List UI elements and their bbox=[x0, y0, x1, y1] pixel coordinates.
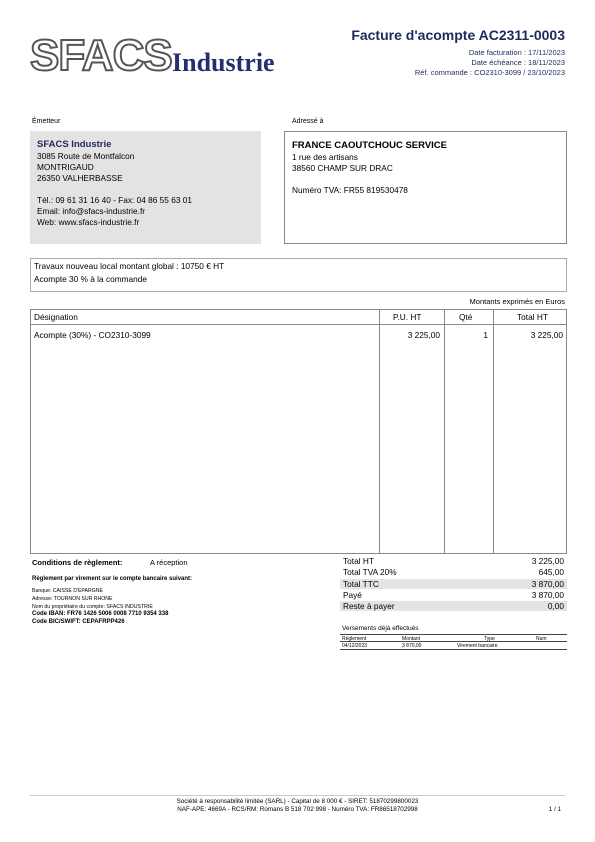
recipient-address-line: 38560 CHAMP SUR DRAC bbox=[292, 163, 393, 173]
payments-header-amount: Montant bbox=[402, 636, 421, 642]
order-reference: Réf. commande : CO2310-3099 / 23/10/2023 bbox=[414, 68, 565, 77]
total-row bbox=[340, 601, 567, 612]
sender-address-line: MONTRIGAUD bbox=[37, 162, 94, 172]
footer-legal-line: NAF-APE: 4669A - RCS/RM: Romans B 518 702 998 - Numéro TVA: FR86518702998 bbox=[177, 806, 418, 813]
recipient-label: Adressé à bbox=[292, 118, 324, 125]
company-logo bbox=[30, 31, 290, 82]
recipient-name: FRANCE CAOUTCHOUC SERVICE bbox=[292, 140, 448, 151]
notes-line: Travaux nouveau local montant global : 10750 € HT bbox=[34, 261, 225, 271]
recipient-address-line: 1 rue des artisans bbox=[292, 152, 358, 162]
payments-made-title: Versements déjà effectués bbox=[342, 625, 419, 632]
total-row bbox=[340, 590, 567, 601]
payment-type: Virement bancaire bbox=[457, 643, 498, 649]
notes-line: Acompte 30 % à la commande bbox=[34, 274, 147, 284]
item-designation: Acompte (30%) - CO2310-3099 bbox=[34, 330, 151, 340]
payment-conditions-label: Conditions de règlement: bbox=[32, 558, 123, 567]
total-row bbox=[340, 579, 567, 590]
sender-label: Émetteur bbox=[32, 118, 61, 125]
bank-transfer-title: Règlement par virement sur le compte bancaire suivant: bbox=[32, 576, 193, 582]
total-value: 3 225,00 bbox=[531, 556, 564, 566]
bic-code: Code BIC/SWIFT: CEPAFRPP426 bbox=[32, 619, 125, 625]
column-divider bbox=[493, 310, 494, 553]
iban-code: Code IBAN: FR76 1426 5006 0008 7710 9354 338 bbox=[32, 611, 169, 617]
column-divider bbox=[379, 310, 380, 553]
due-date: Date échéance : 18/11/2023 bbox=[471, 58, 565, 67]
total-label: Total TTC bbox=[343, 578, 379, 589]
payments-header-date: Règlement bbox=[342, 636, 367, 642]
total-label: Payé bbox=[343, 589, 362, 600]
payment-date: 04/12/2023 bbox=[342, 643, 368, 649]
recipient-block bbox=[284, 131, 567, 244]
total-row bbox=[340, 556, 567, 567]
sender-block bbox=[30, 131, 261, 244]
total-label: Total TVA 20% bbox=[343, 567, 397, 578]
payments-header-num: Num bbox=[536, 636, 547, 642]
payments-header-type: Type bbox=[484, 636, 495, 642]
page-number: 1 / 1 bbox=[548, 806, 561, 813]
invoice-title: Facture d'acompte AC2311-0003 bbox=[351, 27, 565, 43]
sender-email: Email: info@sfacs-industrie.fr bbox=[37, 206, 146, 216]
header-quantity: Qté bbox=[459, 312, 473, 322]
payment-conditions-value: A réception bbox=[150, 558, 188, 567]
totals-block bbox=[340, 556, 567, 612]
total-row bbox=[340, 567, 567, 578]
total-value: 0,00 bbox=[547, 601, 564, 612]
total-label: Reste à payer bbox=[343, 601, 395, 612]
payment-amount: 3 870,00 bbox=[402, 643, 422, 649]
sender-phone-fax: Tél.: 09 61 31 16 40 - Fax: 04 86 55 63 01 bbox=[37, 195, 192, 205]
item-quantity: 1 bbox=[483, 330, 488, 340]
payments-header-row bbox=[340, 634, 567, 642]
total-label: Total HT bbox=[343, 556, 374, 566]
payments-made-table bbox=[340, 634, 567, 650]
table-header-divider bbox=[31, 324, 566, 325]
total-value: 3 870,00 bbox=[531, 578, 564, 589]
column-divider bbox=[444, 310, 445, 553]
account-owner: Nom du propriétaire du compte: SFACS INDUSTRIE bbox=[32, 604, 153, 610]
currency-note: Montants exprimés en Euros bbox=[469, 297, 565, 306]
item-total: 3 225,00 bbox=[530, 330, 563, 340]
item-unit-price: 3 225,00 bbox=[407, 330, 440, 340]
total-value: 3 870,00 bbox=[531, 589, 564, 600]
sender-website: Web: www.sfacs-industrie.fr bbox=[37, 217, 140, 227]
total-value: 645,00 bbox=[538, 567, 564, 578]
logo-text-sfacs: SFACS bbox=[30, 31, 172, 80]
invoice-date: Date facturation : 17/11/2023 bbox=[468, 48, 565, 57]
footer-divider bbox=[30, 795, 565, 796]
footer-legal-line: Société à responsabilité limitée (SARL) - Capital de 8 000 € - SIRET: 51870299800023 bbox=[176, 798, 419, 805]
recipient-vat-number: Numéro TVA: FR55 819530478 bbox=[292, 185, 408, 195]
sender-address-line: 26350 VALHERBASSE bbox=[37, 173, 123, 183]
header-total: Total HT bbox=[517, 312, 548, 322]
invoice-notes bbox=[30, 258, 567, 292]
header-unit-price: P.U. HT bbox=[393, 312, 422, 322]
logo-text-industrie: Industrie bbox=[172, 48, 275, 77]
sender-address-line: 3085 Route de Montfalcon bbox=[37, 151, 135, 161]
items-table bbox=[30, 309, 567, 554]
sender-name: SFACS Industrie bbox=[37, 139, 112, 150]
header-designation: Désignation bbox=[34, 312, 78, 322]
bank-address: Adresse: TOURNON SUR RHONE bbox=[32, 596, 113, 602]
payment-row bbox=[340, 642, 567, 650]
bank-name: Banque: CAISSE D'EPARGNE bbox=[32, 588, 103, 594]
